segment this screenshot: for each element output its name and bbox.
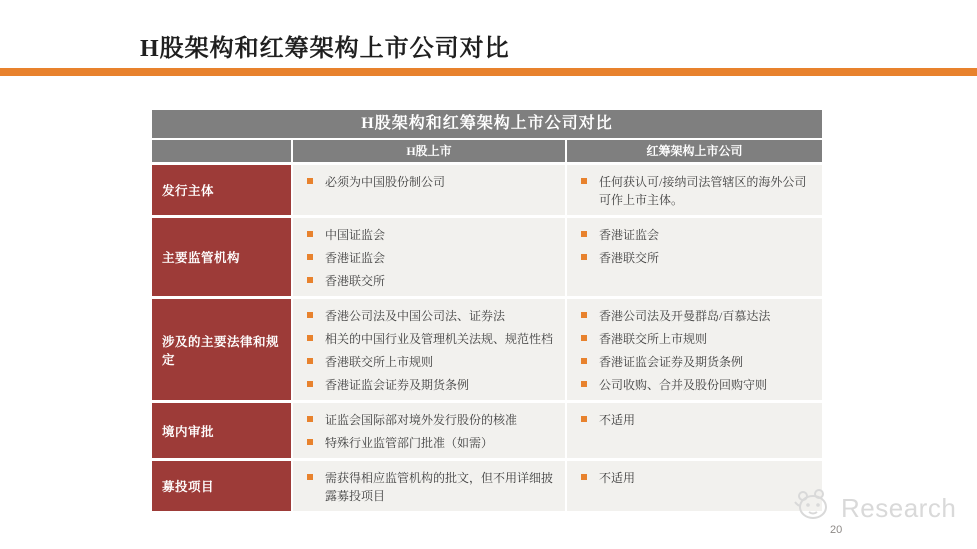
bullet-square-icon [581,416,587,422]
bullet-item [581,469,812,487]
bullet-item [581,307,812,325]
bullet-item [581,411,812,429]
red-chip-cell [567,299,822,400]
bullet-text: 必须为中国股份制公司 [325,175,446,189]
bullet-text: 香港证监会 [325,251,386,265]
bullet-list [581,411,812,429]
table-title: H股架构和红筹架构上市公司对比 [152,110,822,138]
bullet-list [307,226,555,290]
bullet-square-icon [581,231,587,237]
h-share-cell [293,299,565,400]
red-chip-cell [567,461,822,511]
bullet-square-icon [581,358,587,364]
bullet-text: 相关的中国行业及管理机关法规、规范性档 [325,332,554,346]
row-label [152,461,291,511]
bullet-square-icon [307,312,313,318]
bullet-text: 公司收购、合并及股份回购守则 [599,378,768,392]
bullet-text: 香港联交所上市规则 [599,332,708,346]
bullet-square-icon [581,381,587,387]
bullet-square-icon [307,358,313,364]
bullet-text: 香港联交所 [599,251,660,265]
row-label-text: 发行主体 [162,184,215,198]
bullet-item [307,330,555,348]
bullet-item [307,272,555,290]
bullet-square-icon [307,335,313,341]
bullet-item [581,330,812,348]
bullet-square-icon [307,277,313,283]
bullet-square-icon [581,335,587,341]
bullet-text: 香港证监会 [599,228,660,242]
row-label-text: 募投项目 [162,480,215,494]
bullet-text: 香港证监会证券及期货条例 [599,355,744,369]
bullet-text: 任何获认可/接纳司法管辖区的海外公司可作上市主体。 [599,175,807,207]
bullet-list [581,307,812,394]
table-column-header: H股上市 [293,140,565,162]
row-label-text: 涉及的主要法律和规定 [162,334,280,367]
bullet-text: 不适用 [599,471,636,485]
bullet-item [307,226,555,244]
watermark [793,488,956,529]
h-share-cell [293,165,565,215]
page-title: H股架构和红筹架构上市公司对比 [140,36,510,62]
bullet-text: 香港公司法及中国公司法、证券法 [325,309,506,323]
bullet-square-icon [581,312,587,318]
row-label-text: 主要监管机构 [162,251,241,265]
bullet-list [581,226,812,267]
bullet-item [307,469,555,505]
bullet-square-icon [581,474,587,480]
bullet-square-icon [307,474,313,480]
bullet-item [307,307,555,325]
comparison-table [152,110,822,511]
bullet-square-icon [307,178,313,184]
row-label-text: 境内审批 [162,424,215,439]
bullet-text: 特殊行业监管部门批准（如需） [325,436,494,450]
bullet-item [307,376,555,394]
table-column-header: 红筹架构上市公司 [567,140,822,162]
red-chip-cell [567,403,822,458]
red-chip-cell [567,165,822,215]
bullet-list [307,469,555,505]
page-number: 20 [830,524,843,536]
bullet-item [307,434,555,452]
bullet-square-icon [581,178,587,184]
table-grid [152,140,822,511]
orange-divider-bar [0,68,977,76]
bullet-text: 不适用 [599,413,636,427]
row-label [152,299,291,400]
bullet-square-icon [307,439,313,445]
bullet-list [581,173,812,209]
h-share-cell [293,461,565,511]
red-chip-cell [567,218,822,296]
row-label [152,165,291,215]
table-corner-cell [152,140,291,162]
bullet-square-icon [307,416,313,422]
bullet-item [581,249,812,267]
h-share-cell [293,218,565,296]
bullet-text: 需获得相应监管机构的批文，但不用详细披露募投项目 [325,471,554,503]
bullet-item [581,226,812,244]
bullet-item [307,411,555,429]
panda-face-icon [793,488,835,529]
bullet-text: 香港证监会证券及期货条例 [325,378,470,392]
h-share-cell [293,403,565,458]
bullet-square-icon [581,254,587,260]
bullet-text: 中国证监会 [325,228,386,242]
bullet-list [307,411,555,452]
bullet-item [581,376,812,394]
bullet-list [307,307,555,394]
watermark-text: Research [841,493,957,523]
bullet-square-icon [307,381,313,387]
bullet-item [581,353,812,371]
bullet-item [307,353,555,371]
bullet-text: 香港联交所 [325,274,386,288]
bullet-text: 香港联交所上市规则 [325,355,434,369]
bullet-square-icon [307,231,313,237]
bullet-list [581,469,812,487]
bullet-list [307,173,555,191]
row-label [152,218,291,296]
bullet-text: 香港公司法及开曼群岛/百慕达法 [599,309,771,323]
bullet-text: 证监会国际部对境外发行股份的核准 [325,413,518,427]
row-label [152,403,291,458]
bullet-item [307,173,555,191]
bullet-item [307,249,555,267]
bullet-item [581,173,812,209]
bullet-square-icon [307,254,313,260]
